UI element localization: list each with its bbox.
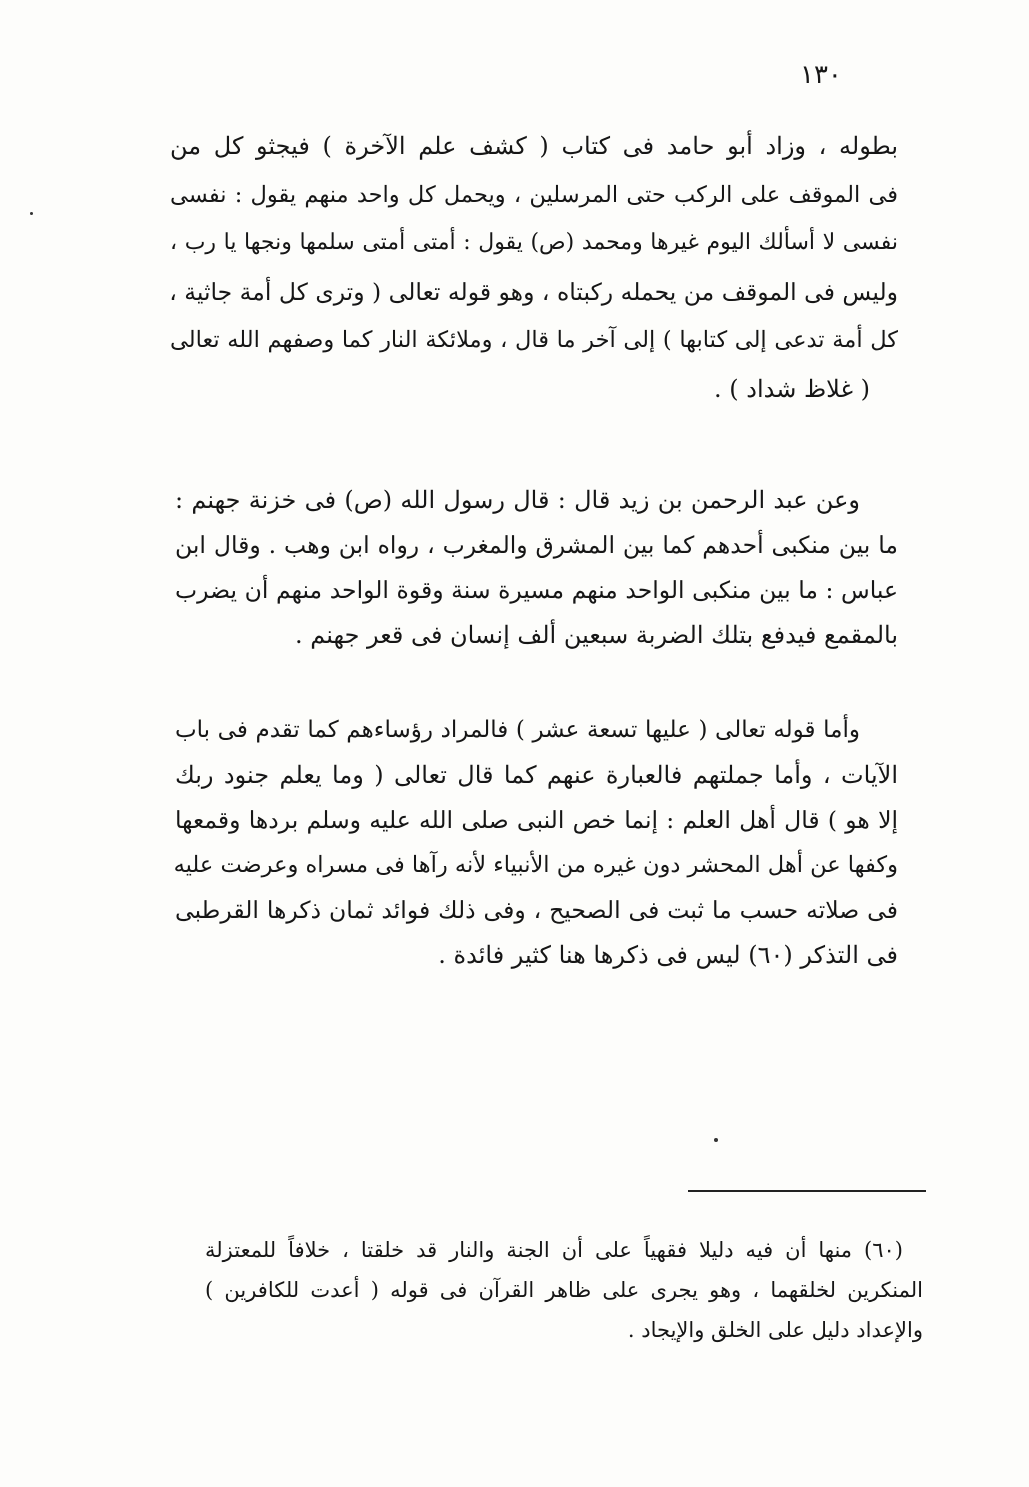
text-line: فى صلاته حسب ما ثبت فى الصحيح ، وفى ذلك فوائد ثمان ذكرها القرطبى — [175, 896, 898, 924]
text-line: إلا هو ) قال أهل العلم : إنما خص النبى صلى الله عليه وسلم بردها وقمعها — [175, 806, 898, 834]
text-line: نفسى لا أسألك اليوم غيرها ومحمد (ص) يقول : أمتى أمتى سلمها ونجها يا رب ، — [170, 230, 898, 255]
text-line: وعن عبد الرحمن بن زيد قال : قال رسول الله (ص) فى خزنة جهنم : — [175, 486, 860, 514]
text-line: فى التذكر (٦٠) ليس فى ذكرها هنا كثير فائدة . — [438, 941, 898, 969]
text-line: وأما قوله تعالى ( عليها تسعة عشر ) فالمراد رؤساءهم كما تقدم فى باب — [175, 717, 860, 743]
text-line: وليس فى الموقف من يحمله ركبتاه ، وهو قوله تعالى ( وترى كل أمة جاثية ، — [169, 277, 898, 306]
text-line: الآيات ، وأما جملتهم فالعبارة عنهم كما قال تعالى ( وما يعلم جنود ربك — [175, 761, 898, 789]
text-line: وكفها عن أهل المحشر دون غيره من الأنبياء لأنه رآها فى مسراه وعرضت عليه — [173, 852, 898, 878]
page-number: ١٣٠ — [800, 60, 842, 90]
footnote — [205, 1230, 923, 1350]
text-line: بالمقمع فيدفع بتلك الضربة سبعين ألف إنسان فى قعر جهنم . — [295, 621, 898, 649]
text-line: فى الموقف على الركب حتى المرسلين ، ويحمل كل واحد منهم يقول : نفسى — [170, 181, 898, 208]
text-line: ( غلاظ شداد ) . — [714, 374, 870, 403]
paragraph-2 — [175, 478, 898, 658]
footnote-divider — [688, 1190, 926, 1192]
text-line: عباس : ما بين منكبى الواحد منهم مسيرة سنة وقوة الواحد منهم أن يضرب — [175, 576, 898, 604]
paragraph-1 — [170, 122, 898, 413]
scan-speck — [714, 1138, 718, 1142]
paragraph-3 — [175, 708, 898, 978]
scan-speck — [30, 212, 33, 215]
text-line: بطوله ، وزاد أبو حامد فى كتاب ( كشف علم الآخرة ) فيجثو كل من — [170, 132, 898, 160]
footnote-line: (٦٠) منها أن فيه دليلا فقهياً على أن الجنة والنار قد خلقتا ، خلافاً للمعتزلة — [205, 1238, 903, 1262]
text-line: كل أمة تدعى إلى كتابها ) إلى آخر ما قال ، وملائكة النار كما وصفهم الله تعالى — [170, 327, 898, 353]
text-line: ما بين منكبى أحدهم كما بين المشرق والمغرب ، رواه ابن وهب . وقال ابن — [175, 531, 898, 559]
footnote-line: والإعداد دليل على الخلق والإيجاد . — [627, 1318, 923, 1342]
footnote-line: المنكرين لخلقهما ، وهو يجرى على ظاهر القرآن فى قوله ( أعدت للكافرين ) — [205, 1278, 923, 1302]
